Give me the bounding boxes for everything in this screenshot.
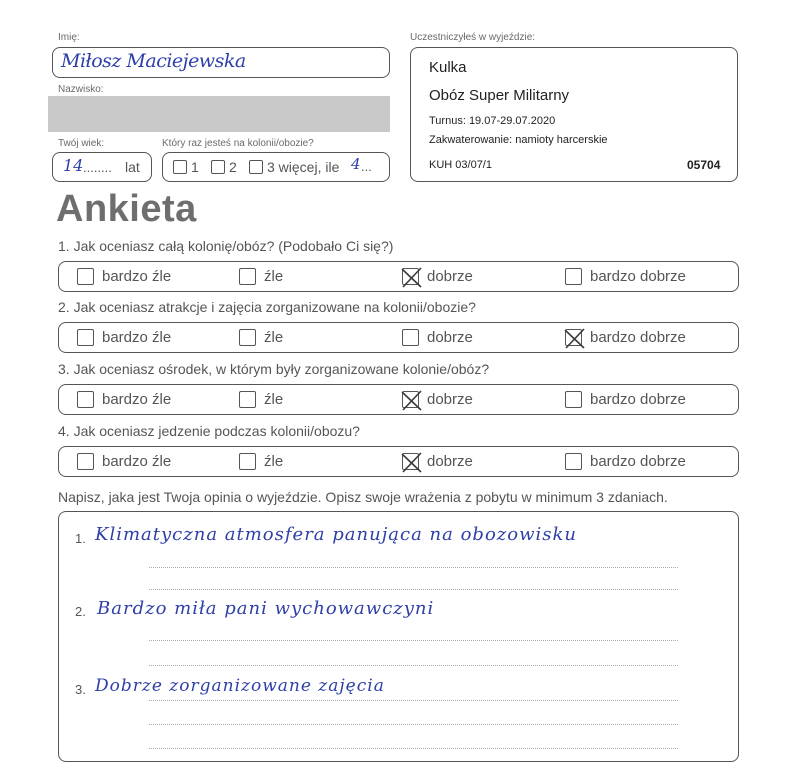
check-x-icon <box>400 451 423 474</box>
answer-option-label: dobrze <box>427 268 473 285</box>
times-checkbox-3[interactable] <box>249 160 263 174</box>
times-dots: ... <box>361 159 372 174</box>
opinion-dotted-line <box>149 724 678 725</box>
question-text: 4. Jak oceniasz jedzenie podczas kolonii/obozu? <box>58 423 360 439</box>
times-opt-2: 2 <box>229 159 237 175</box>
trip-number: 05704 <box>687 158 721 172</box>
times-opt-3: 3 więcej, ile <box>267 159 340 175</box>
answer-row <box>58 322 739 353</box>
answer-checkbox[interactable] <box>402 453 419 470</box>
opinion-line-number: 3. <box>75 682 86 697</box>
opinion-dotted-line <box>149 589 678 590</box>
answer-checkbox[interactable] <box>565 329 582 346</box>
answer-option-label: bardzo źle <box>102 391 172 408</box>
check-x-icon <box>400 266 423 289</box>
trip-code: KUH 03/07/1 <box>429 159 492 171</box>
opinion-line-number: 1. <box>75 531 86 546</box>
answer-checkbox[interactable] <box>77 329 94 346</box>
trip-turnus: Turnus: 19.07-29.07.2020 <box>429 115 556 127</box>
age-label: Twój wiek: <box>58 138 105 149</box>
age-unit: lat <box>125 159 140 175</box>
times-field <box>162 152 390 182</box>
question-text: 2. Jak oceniasz atrakcje i zajęcia zorganizowane na kolonii/obozie? <box>58 299 476 315</box>
answer-option-label: dobrze <box>427 453 473 470</box>
surname-redaction <box>48 96 390 132</box>
answer-checkbox[interactable] <box>565 268 582 285</box>
answer-checkbox[interactable] <box>402 391 419 408</box>
opinion-dotted-line <box>149 665 678 666</box>
trip-label: Uczestniczyłeś w wyjeździe: <box>410 32 536 43</box>
answer-checkbox[interactable] <box>565 453 582 470</box>
answer-row <box>58 261 739 292</box>
opinion-dotted-line <box>149 640 678 641</box>
opinion-line-text: Dobrze zorganizowane zajęcia <box>95 676 385 696</box>
answer-option-label: dobrze <box>427 391 473 408</box>
trip-zakwaterowanie: Zakwaterowanie: namioty harcerskie <box>429 134 608 146</box>
answer-checkbox[interactable] <box>239 329 256 346</box>
answer-option-label: źle <box>264 391 284 408</box>
times-opt-1: 1 <box>191 159 199 175</box>
times-checkbox-1[interactable] <box>173 160 187 174</box>
answer-option-label: bardzo dobrze <box>590 329 686 346</box>
times-value: 4 <box>351 155 361 173</box>
answer-checkbox[interactable] <box>77 453 94 470</box>
answer-checkbox[interactable] <box>77 391 94 408</box>
trip-camp: Obóz Super Militarny <box>429 87 570 104</box>
trip-company: Kulka <box>429 59 467 76</box>
question-text: 3. Jak oceniasz ośrodek, w którym były zorganizowane kolonie/obóz? <box>58 361 490 377</box>
check-x-icon <box>400 389 423 412</box>
answer-checkbox[interactable] <box>239 453 256 470</box>
answer-option-label: bardzo źle <box>102 268 172 285</box>
answer-option-label: dobrze <box>427 329 473 346</box>
answer-option-label: źle <box>264 268 284 285</box>
opinion-line-number: 2. <box>75 604 86 619</box>
answer-option-label: bardzo dobrze <box>590 391 686 408</box>
answer-row <box>58 446 739 477</box>
opinion-line-text: Klimatyczna atmosfera panująca na obozowisku <box>95 524 578 545</box>
age-value: 14 <box>63 156 84 175</box>
times-label: Który raz jesteś na kolonii/obozie? <box>162 138 314 149</box>
opinion-dotted-line <box>149 567 678 568</box>
answer-option-label: bardzo źle <box>102 329 172 346</box>
name-field[interactable] <box>52 47 390 78</box>
answer-checkbox[interactable] <box>77 268 94 285</box>
answer-option-label: źle <box>264 329 284 346</box>
answer-option-label: bardzo dobrze <box>590 453 686 470</box>
age-dots: ........ <box>83 160 112 175</box>
answer-checkbox[interactable] <box>565 391 582 408</box>
trip-box <box>410 47 738 182</box>
opinion-box[interactable] <box>58 511 739 762</box>
answer-row <box>58 384 739 415</box>
opinion-prompt: Napisz, jaka jest Twoja opinia o wyjeździe. Opisz swoje wrażenia z pobytu w minimum 3 zdaniach. <box>58 489 668 505</box>
age-field[interactable] <box>52 152 152 182</box>
question-text: 1. Jak oceniasz całą kolonię/obóz? (Podobało Ci się?) <box>58 238 394 254</box>
times-checkbox-2[interactable] <box>211 160 225 174</box>
answer-option-label: bardzo dobrze <box>590 268 686 285</box>
answer-checkbox[interactable] <box>239 391 256 408</box>
answer-checkbox[interactable] <box>402 268 419 285</box>
answer-checkbox[interactable] <box>402 329 419 346</box>
name-value: Miłosz Maciejewska <box>61 50 246 72</box>
survey-title: Ankieta <box>56 188 197 230</box>
check-x-icon <box>563 327 586 350</box>
opinion-line-text: Bardzo miła pani wychowawczyni <box>97 598 435 619</box>
opinion-dotted-line <box>149 700 678 701</box>
opinion-dotted-line <box>149 748 678 749</box>
surname-label: Nazwisko: <box>58 84 104 95</box>
answer-checkbox[interactable] <box>239 268 256 285</box>
answer-option-label: bardzo źle <box>102 453 172 470</box>
name-label: Imię: <box>58 32 80 43</box>
answer-option-label: źle <box>264 453 284 470</box>
